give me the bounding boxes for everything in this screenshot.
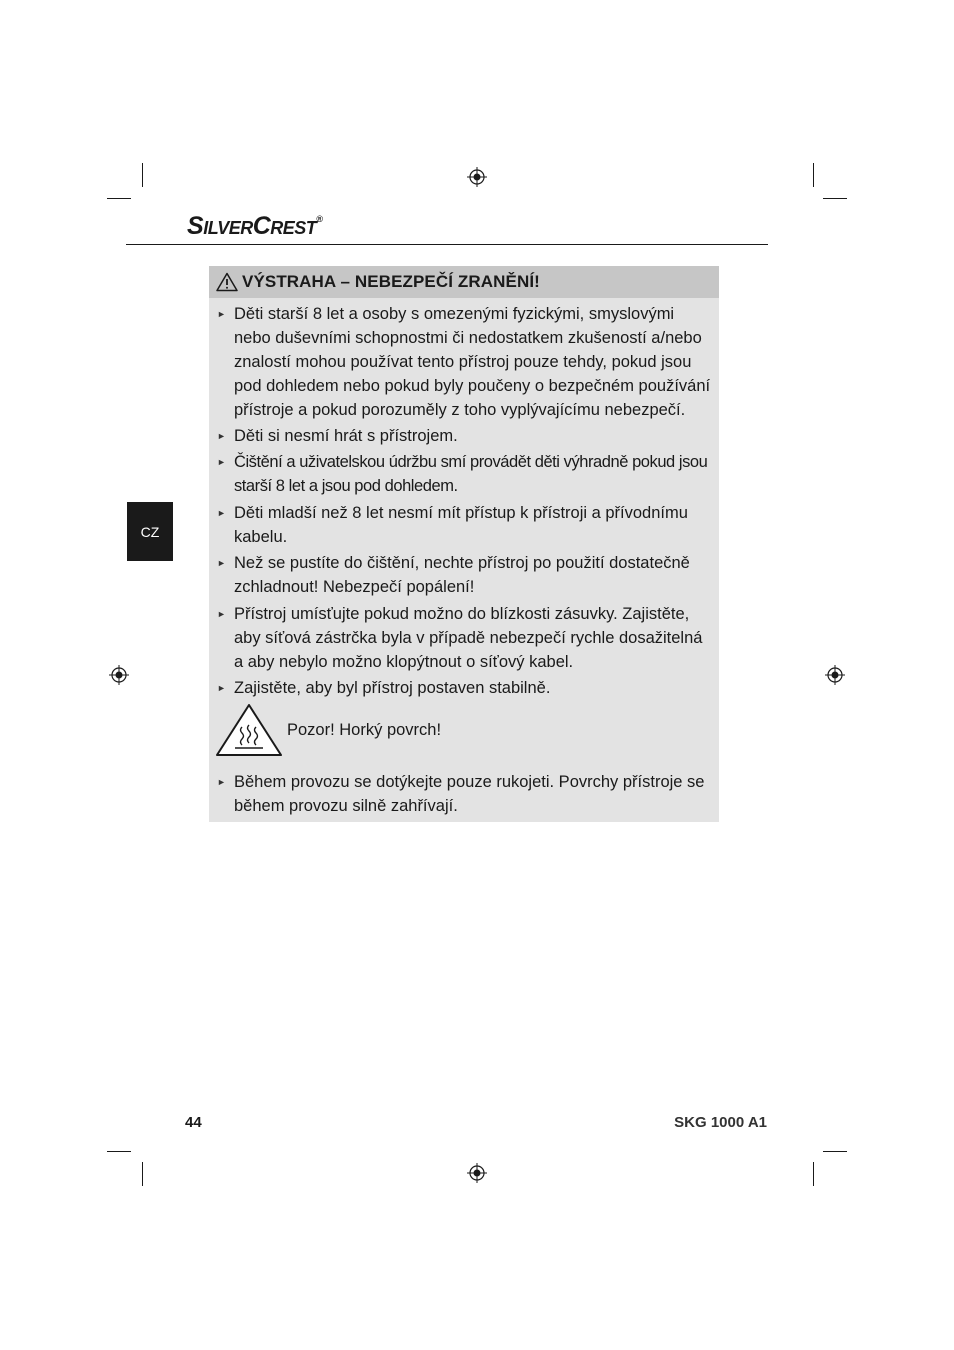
- registration-mark-icon: [825, 665, 845, 685]
- brand-logo: SILVERCREST®: [187, 212, 323, 240]
- list-item: ► Děti mladší než 8 let nesmí mít přístup k přístroji a přívodnímu kabelu.: [209, 501, 714, 549]
- crop-mark: [823, 1151, 847, 1152]
- list-item: ► Čištění a uživatelskou údržbu smí provádět děti výhradně pokud jsou starší 8 let a jsou pod dohledem.: [209, 450, 714, 498]
- list-item: ► Děti si nesmí hrát s přístrojem.: [209, 424, 714, 448]
- warning-title: VÝSTRAHA – NEBEZPEČÍ ZRANĚNÍ!: [242, 272, 540, 291]
- crop-mark: [823, 198, 847, 199]
- model-number: SKG 1000 A1: [674, 1114, 767, 1131]
- warning-header: [209, 266, 719, 298]
- crop-mark: [107, 198, 131, 199]
- crop-mark: [107, 1151, 131, 1152]
- arrow-bullet-icon: ►: [217, 508, 226, 518]
- list-item: ► Než se pustíte do čištění, nechte přístroj po použití dostatečně zchladnout! Nebezpečí popálení!: [209, 551, 714, 599]
- registration-mark-icon: [467, 167, 487, 187]
- warning-box: [209, 266, 719, 822]
- arrow-bullet-icon: ►: [217, 457, 226, 467]
- crop-mark: [142, 163, 143, 187]
- arrow-bullet-icon: ►: [217, 777, 226, 787]
- arrow-bullet-icon: ►: [217, 558, 226, 568]
- registration-mark-icon: [109, 665, 129, 685]
- list-item: ► Během provozu se dotýkejte pouze rukojeti. Povrchy přístroje se během provozu silně zahřívají.: [209, 770, 714, 818]
- crop-mark: [813, 163, 814, 187]
- registration-mark-icon: [467, 1163, 487, 1183]
- arrow-bullet-icon: ►: [217, 609, 226, 619]
- list-item: ► Děti starší 8 let a osoby s omezenými fyzickými, smyslovými nebo duševními schopnostmi či nedostatkem zkušeností a/nebo znalostí mohou používat tento přístroj pouze tehdy, pokud jsou pod dohledem nebo pokud byly poučeny o bezpečném používání přístroje a pokud porozuměly z toho vyplývajícímu nebezpečí.: [209, 302, 714, 422]
- header-rule: [126, 244, 768, 245]
- warning-triangle-icon: [216, 272, 238, 292]
- crop-mark: [813, 1162, 814, 1186]
- list-item: ► Zajistěte, aby byl přístroj postaven stabilně.: [209, 676, 714, 700]
- hot-surface-icon: [215, 703, 283, 757]
- crop-mark: [142, 1162, 143, 1186]
- page-number: 44: [185, 1114, 202, 1131]
- list-item: ► Přístroj umísťujte pokud možno do blízkosti zásuvky. Zajistěte, aby síťová zástrčka byla v případě nebezpečí rychle dosažitelná a aby nebylo možno klopýtnout o síťový kabel.: [209, 602, 714, 674]
- language-tab: CZ: [127, 502, 173, 561]
- arrow-bullet-icon: ►: [217, 683, 226, 693]
- hot-surface-label: Pozor! Horký povrch!: [287, 721, 442, 739]
- arrow-bullet-icon: ►: [217, 431, 226, 441]
- arrow-bullet-icon: ►: [217, 309, 226, 319]
